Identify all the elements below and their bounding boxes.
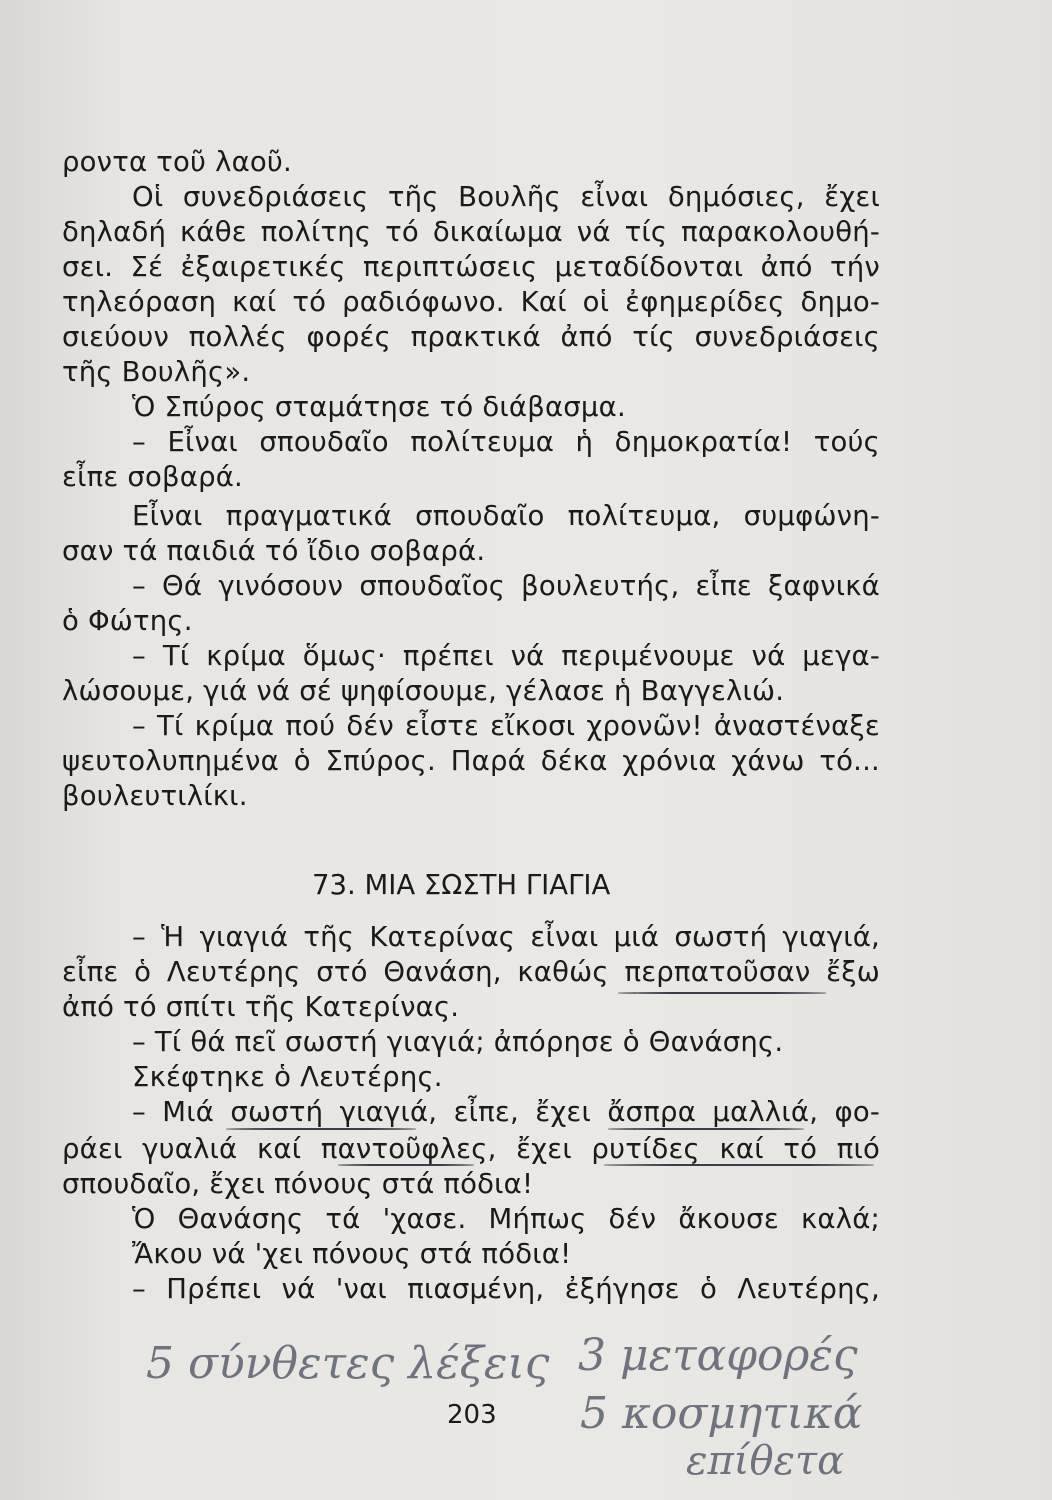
handwritten-underline — [608, 1128, 804, 1130]
text-line: ὁ Φώτης. — [62, 605, 193, 637]
text-line: δηλαδή κάθε πολίτης τό δικαίωμα νά τίς παρακολουθή- — [62, 216, 880, 248]
text-line: Εἶναι πραγματικά σπουδαῖο πολίτευμα, συμφώνη- — [132, 500, 880, 532]
text-line: – Τί κρίμα πού δέν εἶστε εἴκοσι χρονῶν! ἀναστέναξε — [132, 710, 880, 742]
text-line: ψευτολυπημένα ὁ Σπύρος. Παρά δέκα χρόνια χάνω τό... — [62, 745, 880, 777]
text-line: Ὁ Σπύρος σταμάτησε τό διάβασμα. — [132, 391, 626, 423]
section-heading: 73. ΜΙΑ ΣΩΣΤΗ ΓΙΑΓΙΑ — [312, 869, 611, 901]
page-number: 203 — [447, 1400, 497, 1430]
text-line: Ὁ Θανάσης τά 'χασε. Μήπως δέν ἄκουσε καλά; — [132, 1203, 880, 1235]
handwritten-underline — [618, 992, 826, 994]
text-line: ροντα τοῦ λαοῦ. — [62, 146, 292, 178]
text-line: ἀπό τό σπίτι τῆς Κατερίνας. — [62, 991, 460, 1023]
text-line: – Εἶναι σπουδαῖο πολίτευμα ἡ δημοκρατία! τούς — [132, 426, 880, 458]
handwritten-underline — [338, 1164, 474, 1166]
text-line: βουλευτιλίκι. — [62, 780, 248, 812]
text-line: ράει γυαλιά καί παντοῦφλες, ἔχει ρυτίδες καί τό πιό — [62, 1133, 880, 1165]
text-line: Οἱ συνεδριάσεις τῆς Βουλῆς εἶναι δημόσιες, ἔχει — [132, 181, 880, 213]
handwritten-note: 5 σύνθετες λέξεις — [146, 1338, 550, 1389]
text-line: – Θά γινόσουν σπουδαῖος βουλευτής, εἶπε ξαφνικά — [132, 570, 880, 602]
text-line: – Τί θά πεῖ σωστή γιαγιά; ἀπόρησε ὁ Θανάσης. — [132, 1026, 784, 1058]
text-line: Ἄκου νά 'χει πόνους στά πόδια! — [132, 1238, 572, 1270]
handwritten-note: επίθετα — [686, 1438, 845, 1484]
text-line: σαν τά παιδιά τό ἴδιο σοβαρά. — [62, 535, 486, 567]
text-line: τηλεόραση καί τό ραδιόφωνο. Καί οἱ ἐφημερίδες δημο- — [62, 286, 880, 318]
handwritten-note: 5 κοσμητικά — [580, 1388, 863, 1439]
text-line: τῆς Βουλῆς». — [62, 356, 251, 388]
text-line: – Πρέπει νά 'ναι πιασμένη, ἐξήγησε ὁ Λευτέρης, — [132, 1273, 880, 1305]
text-line: σει. Σέ ἐξαιρετικές περιπτώσεις μεταδίδονται ἀπό τήν — [62, 251, 880, 283]
text-line: Σκέφτηκε ὁ Λευτέρης. — [132, 1061, 443, 1093]
handwritten-note: 3 μεταφορές — [578, 1330, 858, 1381]
text-line: – Μιά σωστή γιαγιά, εἶπε, ἔχει ἄσπρα μαλλιά, φο- — [132, 1096, 880, 1128]
text-line: σπουδαῖο, ἔχει πόνους στά πόδια! — [62, 1168, 534, 1200]
handwritten-underline — [604, 1164, 874, 1166]
text-line: – Ἡ γιαγιά τῆς Κατερίνας εἶναι μιά σωστή γιαγιά, — [132, 921, 880, 953]
text-line: σιεύουν πολλές φορές πρακτικά ἀπό τίς συνεδριάσεις — [62, 321, 880, 353]
text-line: – Τί κρίμα ὅμως· πρέπει νά περιμένουμε νά μεγα- — [132, 640, 880, 672]
handwritten-underline — [226, 1128, 416, 1130]
text-line: εἶπε ὁ Λευτέρης στό Θανάση, καθώς περπατοῦσαν ἔξω — [62, 956, 880, 988]
text-line: λώσουμε, γιά νά σέ ψηφίσουμε, γέλασε ἡ Βαγγελιώ. — [62, 675, 785, 707]
text-line: εἶπε σοβαρά. — [62, 461, 243, 493]
